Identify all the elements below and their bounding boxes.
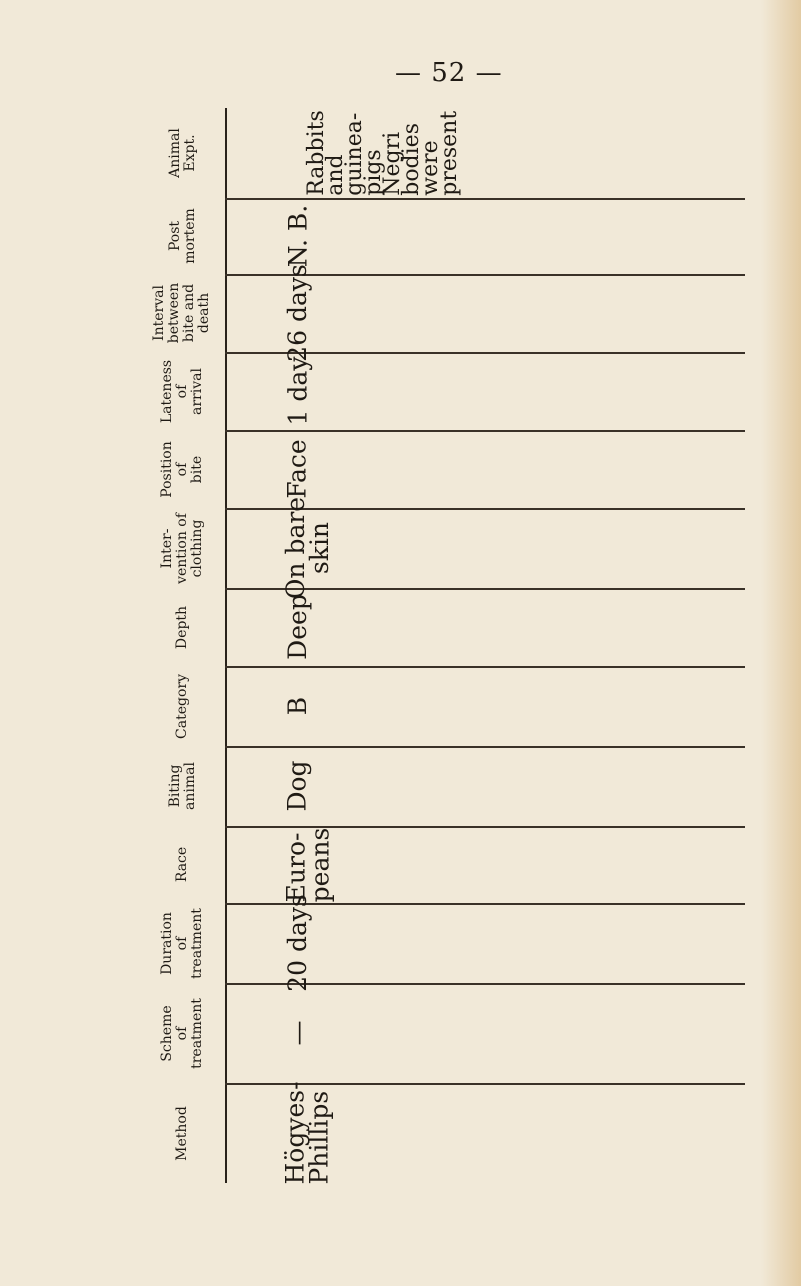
value-depth (228, 588, 748, 666)
header-animal-expt (140, 108, 225, 198)
value-category (228, 666, 748, 746)
header-race (140, 826, 225, 903)
header-lateness (140, 352, 225, 430)
value-text: N. B. (283, 204, 312, 268)
header-label: Method (174, 1105, 190, 1161)
header-label: Biting animal (166, 762, 198, 810)
value-post-mortem (228, 198, 748, 274)
value-interval (228, 264, 748, 362)
value-text: Dog (282, 760, 312, 812)
value-animal-expt (228, 108, 748, 198)
value-text: Face (282, 439, 312, 499)
value-text: On bare skin (280, 496, 334, 600)
value-scheme (228, 983, 748, 1083)
value-race (228, 826, 748, 903)
header-label: Lateness of arrival (158, 359, 205, 423)
value-text: 20 days (283, 894, 312, 992)
header-label: Category (174, 673, 190, 739)
page-number: — 52 — (395, 58, 503, 88)
header-method (140, 1083, 225, 1183)
header-scheme (140, 983, 225, 1083)
header-category (140, 666, 225, 746)
header-label: Scheme of treatment (159, 997, 205, 1069)
value-intervention (228, 496, 748, 600)
header-intervention (140, 508, 225, 588)
header-label: Interval between bite and death (151, 282, 213, 344)
rotated-data-table (140, 108, 760, 1183)
value-biting-animal (228, 746, 748, 826)
header-biting-animal (140, 746, 225, 826)
value-text: Deep (282, 594, 312, 660)
header-divider (225, 108, 227, 1183)
header-duration (140, 903, 225, 983)
header-label: Animal Expt. (166, 128, 198, 178)
value-duration (228, 894, 748, 992)
header-label: Race (174, 846, 190, 883)
value-method (228, 1083, 748, 1183)
value-text: 26 days (283, 264, 312, 362)
header-label: Position of bite (159, 440, 205, 498)
header-label: Depth (174, 605, 190, 649)
header-post-mortem (140, 198, 225, 274)
header-label: Inter- vention of clothing (158, 512, 205, 584)
header-depth (140, 588, 225, 666)
value-text: — (283, 1020, 312, 1046)
header-position (140, 430, 225, 508)
header-label: Post mortem (166, 208, 198, 264)
value-text: Euro- peans (280, 827, 334, 902)
value-text: Rabbits and guinea- pigs Negri bodies were present (304, 110, 462, 196)
page-edge-stain (761, 0, 801, 1286)
header-interval (140, 274, 225, 352)
value-lateness (228, 352, 748, 430)
value-text: B (283, 696, 312, 716)
value-text: Högyes- Phillips (281, 1081, 334, 1185)
value-text: 1 day (282, 356, 312, 426)
header-label: Duration of treatment (159, 907, 205, 979)
